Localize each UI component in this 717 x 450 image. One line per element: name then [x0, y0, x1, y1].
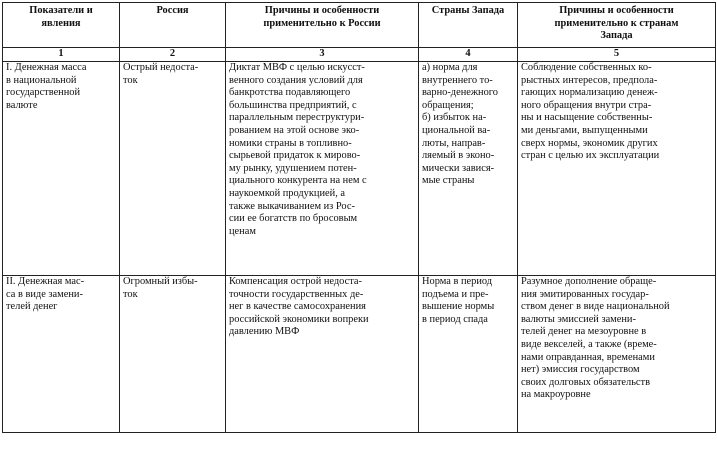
west-cell: а) норма для внутреннего то- варно-денежного обращения; б) избыток на- циональной ва- люты, направ- ляемый в эконо- мически завися- мые страны — [419, 62, 518, 276]
column-number: 4 — [419, 48, 518, 62]
table-row — [3, 276, 716, 433]
column-number: 3 — [226, 48, 419, 62]
indicator-cell: I. Денежная масса в национальной государственной валюте — [3, 62, 120, 276]
russia-causes-cell: Диктат МВФ с целью искусст- венного создания условий для банкротства подавляющего большинства предприятий, с параллельным переструктури- рованием на этой основе эко- номики страны в топливно- сырьевой придаток к мирово- му рынку, удушением потен- циального конкурента на нем с наукоемкой продукцией, а также выкачиванием из Рос- сии ее богатств по бросовым ценам — [226, 62, 419, 276]
column-number: 5 — [518, 48, 716, 62]
column-number-row — [3, 48, 716, 62]
russia-causes-cell: Компенсация острой недоста- точности государственных де- нег в качестве самосохранения российской экономики вопреки давлению МВФ — [226, 276, 419, 433]
west-causes-cell: Разумное дополнение обраще- ния эмитированных государ- ством денег в виде национальной валюты эмиссией замени- телей денег на мезоуровне в виде векселей, а также (време- нами оправданная, временами нет) эмиссия государством своих долговых обязательств на макроуровне — [518, 276, 716, 433]
west-cell: Норма в период подъема и пре- вышение нормы в период спада — [419, 276, 518, 433]
indicator-cell: II. Денежная мас- са в виде замени- телей денег — [3, 276, 120, 433]
russia-cell: Огромный избы- ток — [120, 276, 226, 433]
west-causes-cell: Соблюдение собственных ко- рыстных интересов, предпола- гающих нормализацию денеж- ного обращения внутри стра- ны и насыщение собственны- ми деньгами, выпущенными сверх нормы, экономик других стран с целью их эксплуатации — [518, 62, 716, 276]
table-row — [3, 62, 716, 276]
russia-cell: Острый недоста- ток — [120, 62, 226, 276]
header-russia: Россия — [120, 3, 226, 48]
header-indicators: Показатели и явления — [3, 3, 120, 48]
header-row — [3, 3, 716, 48]
column-number: 1 — [3, 48, 120, 62]
column-number: 2 — [120, 48, 226, 62]
header-west-causes: Причины и особенности применительно к странам Запада — [518, 3, 716, 48]
header-russia-causes: Причины и особенности применительно к России — [226, 3, 419, 48]
comparison-table — [2, 2, 716, 433]
header-west: Страны Запада — [419, 3, 518, 48]
